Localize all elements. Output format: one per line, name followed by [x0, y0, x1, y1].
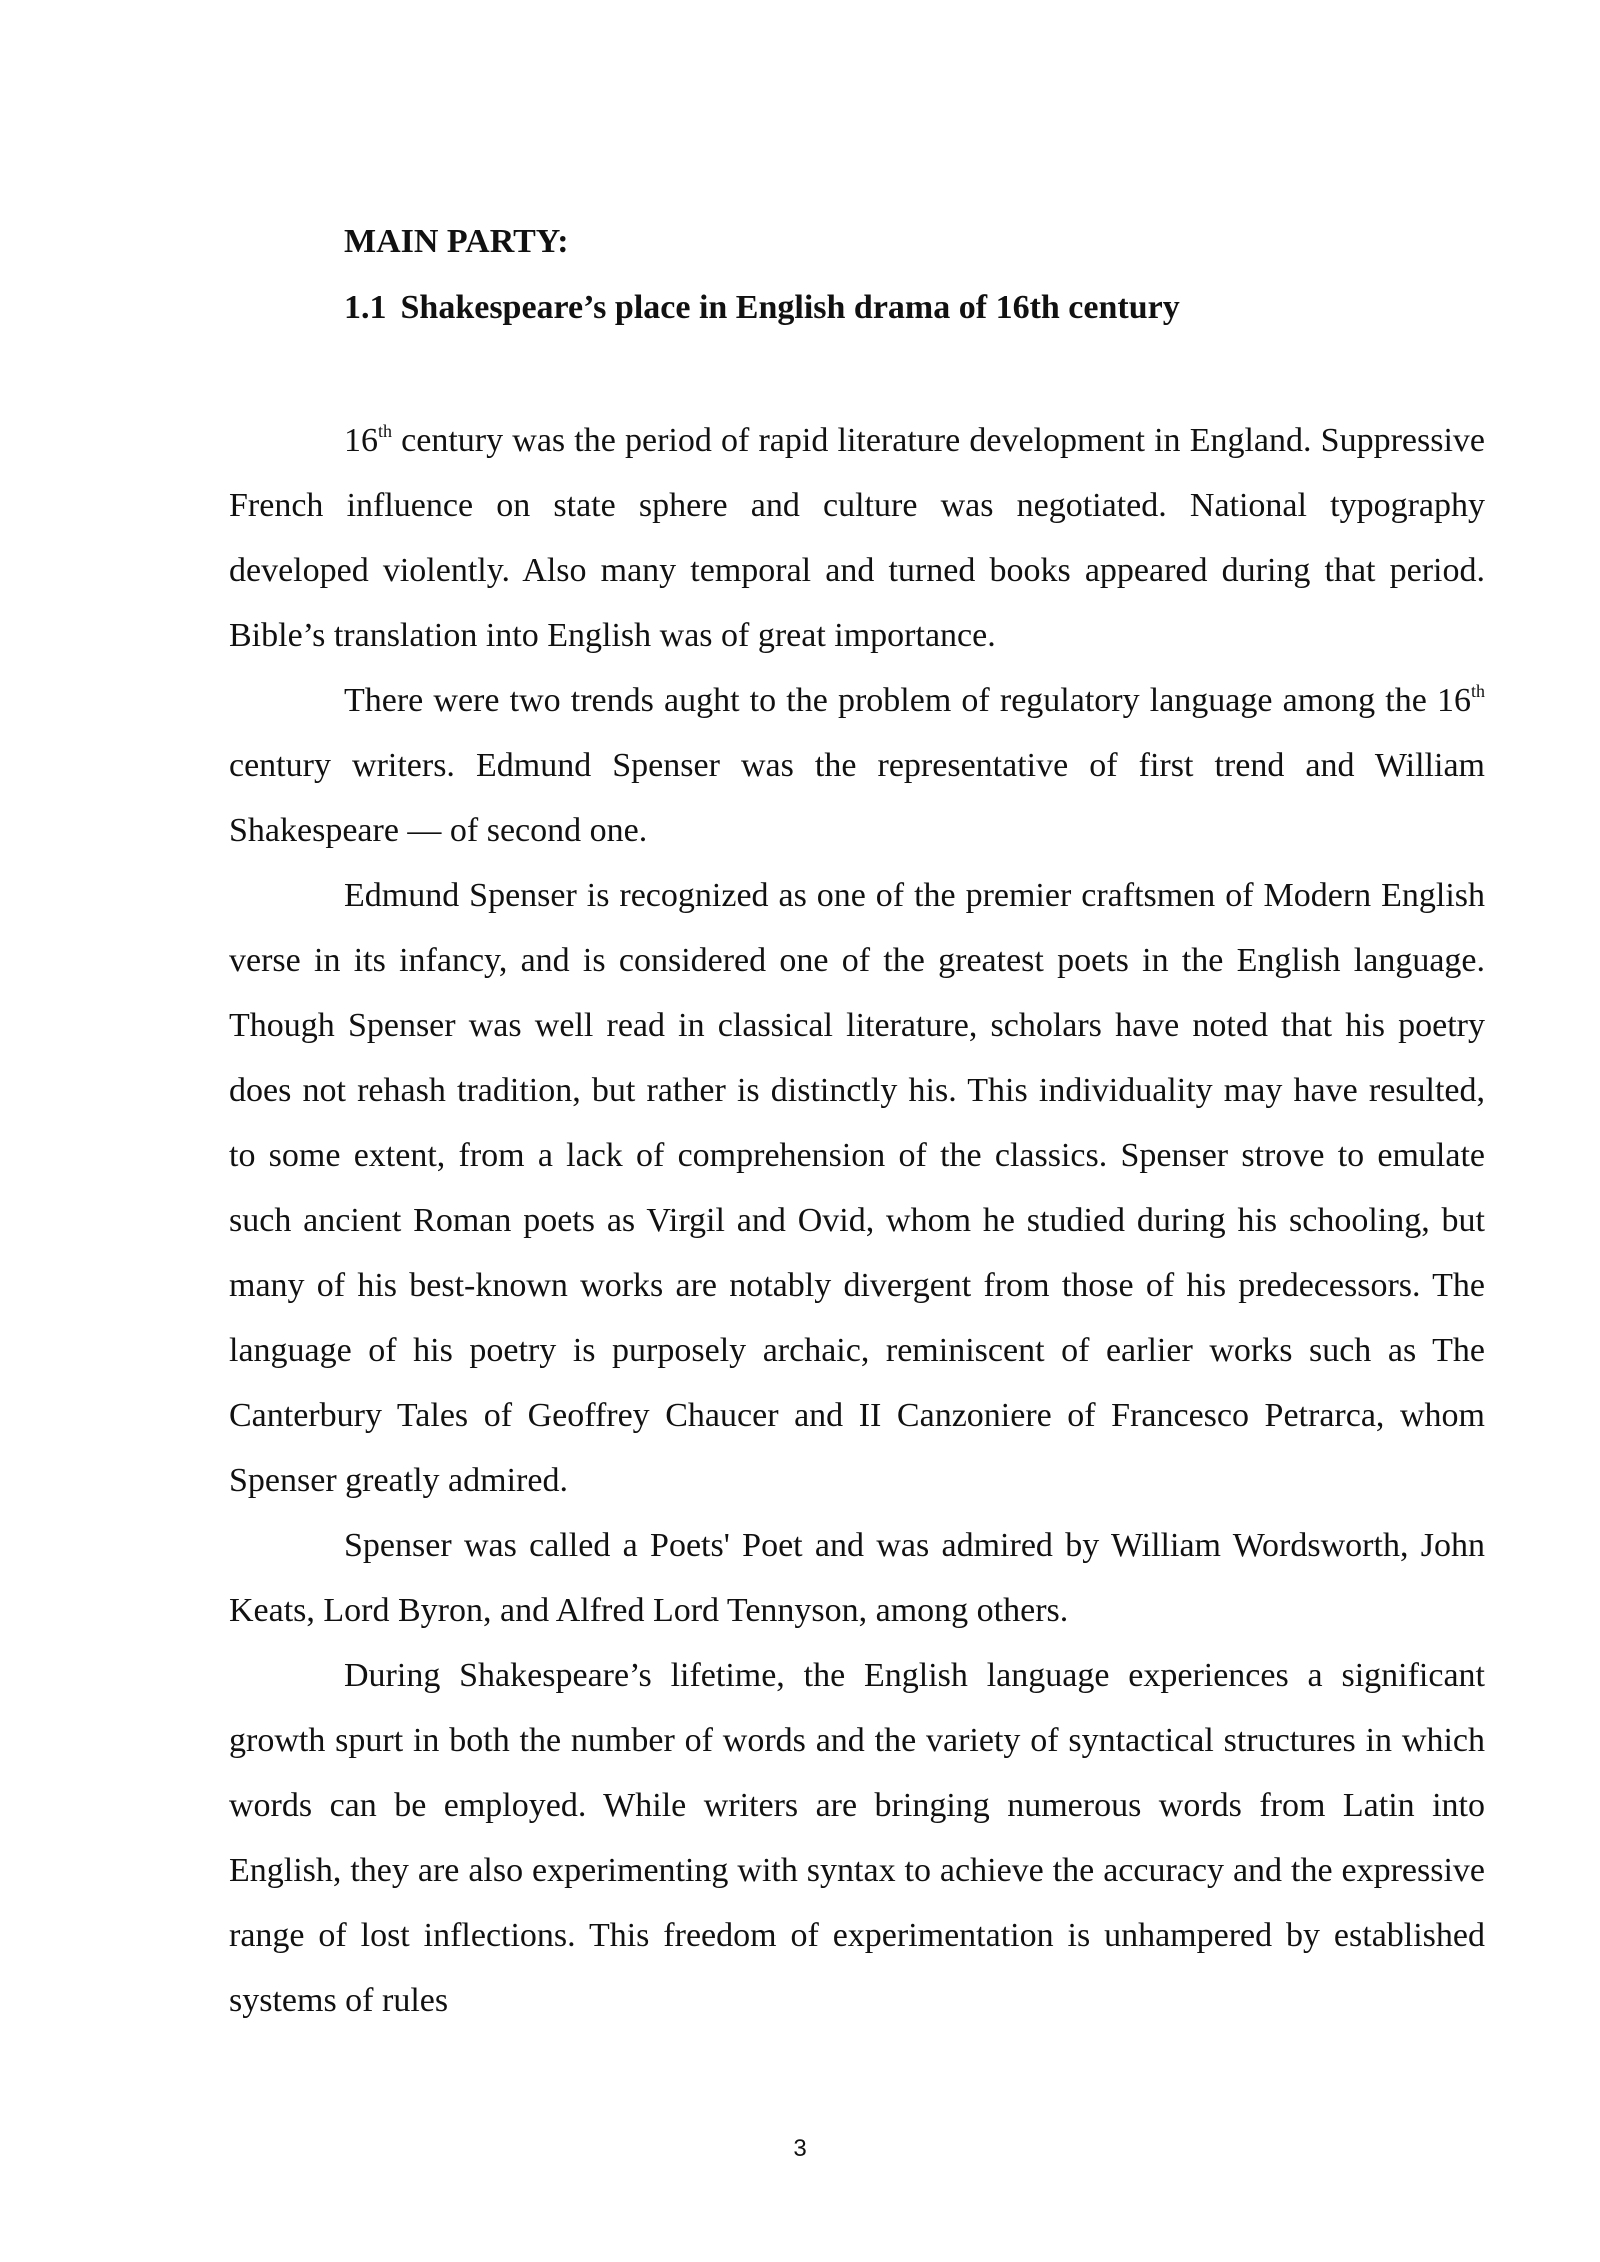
paragraph-1-number: 16: [344, 422, 378, 459]
section-heading: [344, 284, 1180, 332]
section-number: 1.1: [344, 289, 387, 326]
paragraph-2-text-after: century writers. Edmund Spenser was the representative of first trend and William Shakespeare — of second one.: [229, 747, 1485, 849]
paragraph-4: Spenser was called a Poets' Poet and was admired by William Wordsworth, John Keats, Lord Byron, and Alfred Lord Tennyson, among others.: [229, 1527, 1485, 1629]
paragraph-2: [229, 668, 1485, 863]
paragraph-5: During Shakespeare’s lifetime, the English language experiences a significant growth spurt in both the number of words and the variety of syntactical structures in which words can be employed. While writers are bringing numerous words from Latin into English, they are also experimenting with syntax to achieve the accuracy and the expressive range of lost inflections. This freedom of experimentation is unhampered by established systems of rules: [229, 1657, 1485, 2019]
paragraph-2-superscript: th: [1470, 681, 1485, 701]
paragraph-3: Edmund Spenser is recognized as one of the premier craftsmen of Modern English verse in its infancy, and is considered one of the greatest poets in the English language. Though Spenser was well read in classical literature, scholars have noted that his poetry does not rehash tradition, but rather is distinctly his. This individuality may have resulted, to some extent, from a lack of comprehension of the classics. Spenser strove to emulate such ancient Roman poets as Virgil and Ovid, whom he studied during his schooling, but many of his best-known works are notably divergent from those of his predecessors. The language of his poetry is purposely archaic, reminiscent of earlier works such as The Canterbury Tales of Geoffrey Chaucer and II Canzoniere of Francesco Petrarca, whom Spenser greatly admired.: [229, 877, 1485, 1499]
main-heading: MAIN PARTY:: [344, 223, 569, 260]
paragraph-1: [229, 408, 1485, 668]
section-title: Shakespeare’s place in English drama of 16th century: [400, 289, 1180, 326]
paragraph-2-text-before: There were two trends aught to the problem of regulatory language among the 16: [344, 682, 1471, 719]
paragraph-1-text: century was the period of rapid literature development in England. Suppressive French influence on state sphere and culture was negotiated. National typography developed violently. Also many temporal and turned books appeared during that period. Bible’s translation into English was of great importance.: [229, 422, 1485, 654]
page-number: 3: [793, 2135, 807, 2162]
body-text: [229, 408, 1485, 2033]
paragraph-1-superscript: th: [378, 421, 393, 441]
